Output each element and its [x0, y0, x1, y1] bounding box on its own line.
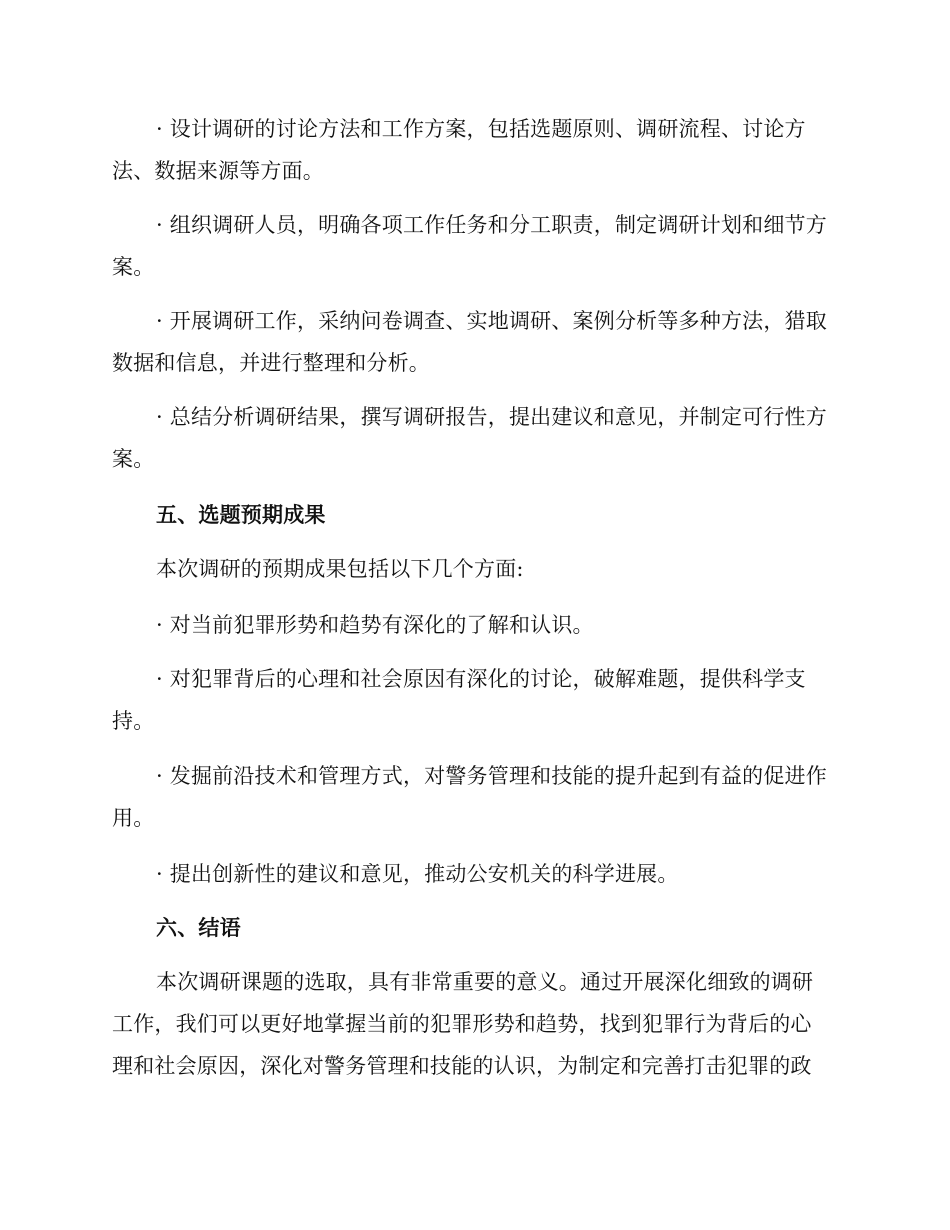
bullet-paragraph: · 提出创新性的建议和意见，推动公安机关的科学进展。 [156, 862, 679, 886]
bullet-paragraph: · 设计调研的讨论方法和工作方案，包括选题原则、调研流程、讨论方法、数据来源等方面。 [112, 117, 806, 183]
bullet-paragraph: · 对犯罪背后的心理和社会原因有深化的讨论，破解难题，提供科学支持。 [112, 667, 806, 733]
bullet-paragraph: · 组织调研人员，明确各项工作任务和分工职责，制定调研计划和细节方案。 [112, 213, 827, 279]
bullet-paragraph: · 总结分析调研结果，撰写调研报告，提出建议和意见，并制定可行性方案。 [112, 405, 827, 471]
body-paragraph: 本次调研课题的选取，具有非常重要的意义。通过开展深化细致的调研工作，我们可以更好地掌握当前的犯罪形势和趋势，找到犯罪行为背后的心理和社会原因，深化对警务管理和技能的认识，为制定和完善打击犯罪的政 [112, 970, 814, 1078]
bullet-paragraph: · 发掘前沿技术和管理方式，对警务管理和技能的提升起到有益的促进作用。 [112, 764, 827, 830]
bullet-paragraph: · 对当前犯罪形势和趋势有深化的了解和认识。 [156, 613, 594, 637]
bullet-paragraph: · 开展调研工作，采纳问卷调查、实地调研、案例分析等多种方法，猎取数据和信息，并进行整理和分析。 [112, 309, 827, 375]
section-heading: 五、选题预期成果 [156, 502, 326, 527]
body-paragraph: 本次调研的预期成果包括以下几个方面: [156, 557, 524, 581]
section-heading: 六、结语 [156, 915, 241, 940]
